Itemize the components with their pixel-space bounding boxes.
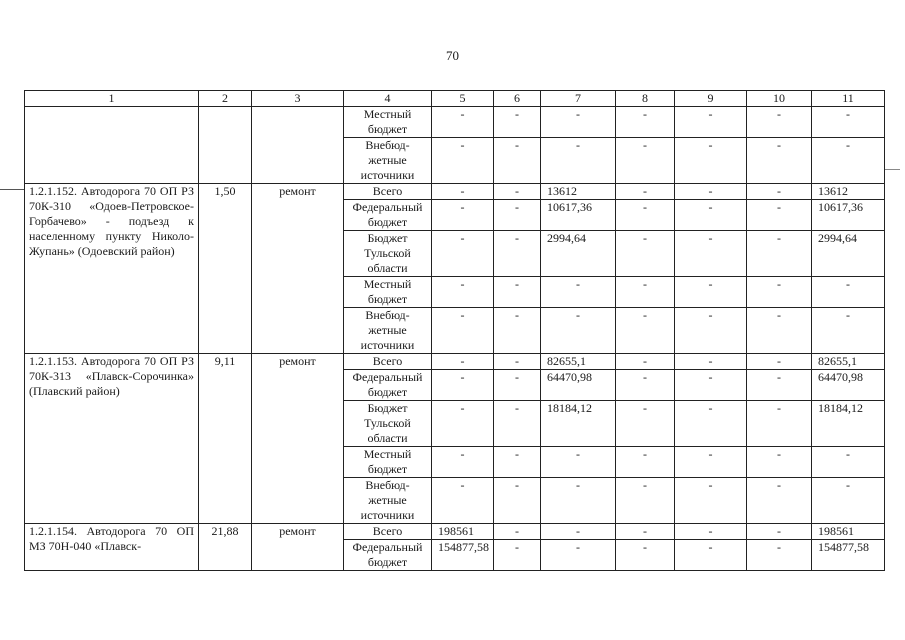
funding-source-cell: Внебюд-жетные источники [344, 478, 432, 524]
value-cell-c5: - [432, 200, 494, 231]
header-cell: 6 [494, 91, 541, 107]
value-cell-c10: - [747, 107, 812, 138]
table-row [25, 184, 885, 200]
road-name-cell: 1.2.1.152. Автодорога 70 ОП РЗ 70К-310 «Одоев-Петровское-Горбачево» - подъезд к населенному пункту Николо-Жупань» (Одоевский район) [25, 184, 199, 354]
value-cell-c6: - [494, 184, 541, 200]
header-cell: 7 [541, 91, 616, 107]
value-cell-c10: - [747, 524, 812, 540]
value-cell-c8: - [616, 524, 675, 540]
value-cell-c10: - [747, 401, 812, 447]
value-cell-c11: 198561 [812, 524, 885, 540]
header-cell: 2 [199, 91, 252, 107]
value-cell-c6: - [494, 447, 541, 478]
funding-source-cell: Местный бюджет [344, 447, 432, 478]
value-cell-c6: - [494, 540, 541, 571]
road-length-cell: 21,88 [199, 524, 252, 571]
value-cell-c9: - [675, 308, 747, 354]
road-name-cell [25, 107, 199, 184]
value-cell-c7: - [541, 524, 616, 540]
table-row [25, 524, 885, 540]
value-cell-c11: - [812, 478, 885, 524]
margin-tick-mark-right [884, 169, 900, 170]
value-cell-c5: - [432, 478, 494, 524]
work-type-cell: ремонт [252, 524, 344, 571]
value-cell-c11: 18184,12 [812, 401, 885, 447]
funding-source-cell: Местный бюджет [344, 277, 432, 308]
value-cell-c6: - [494, 308, 541, 354]
table-row [25, 354, 885, 370]
value-cell-c5: - [432, 231, 494, 277]
value-cell-c5: 198561 [432, 524, 494, 540]
value-cell-c7: - [541, 277, 616, 308]
value-cell-c11: - [812, 277, 885, 308]
value-cell-c9: - [675, 231, 747, 277]
value-cell-c10: - [747, 447, 812, 478]
value-cell-c9: - [675, 524, 747, 540]
value-cell-c6: - [494, 200, 541, 231]
value-cell-c7: - [541, 138, 616, 184]
funding-source-cell: Внебюд-жетные источники [344, 308, 432, 354]
funding-source-cell: Бюджет Тульской области [344, 401, 432, 447]
value-cell-c11: 2994,64 [812, 231, 885, 277]
value-cell-c9: - [675, 540, 747, 571]
value-cell-c8: - [616, 540, 675, 571]
funding-source-cell: Всего [344, 354, 432, 370]
value-cell-c8: - [616, 370, 675, 401]
value-cell-c6: - [494, 524, 541, 540]
value-cell-c6: - [494, 478, 541, 524]
value-cell-c8: - [616, 447, 675, 478]
header-cell: 9 [675, 91, 747, 107]
value-cell-c10: - [747, 354, 812, 370]
value-cell-c7: 13612 [541, 184, 616, 200]
page-number: 70 [446, 48, 459, 63]
header-cell: 4 [344, 91, 432, 107]
value-cell-c11: - [812, 107, 885, 138]
funding-source-cell: Федеральный бюджет [344, 540, 432, 571]
value-cell-c9: - [675, 107, 747, 138]
value-cell-c6: - [494, 370, 541, 401]
value-cell-c9: - [675, 200, 747, 231]
work-type-cell: ремонт [252, 184, 344, 354]
value-cell-c8: - [616, 200, 675, 231]
header-cell: 11 [812, 91, 885, 107]
value-cell-c7: 64470,98 [541, 370, 616, 401]
value-cell-c9: - [675, 370, 747, 401]
value-cell-c6: - [494, 277, 541, 308]
work-type-cell [252, 107, 344, 184]
value-cell-c10: - [747, 231, 812, 277]
value-cell-c8: - [616, 354, 675, 370]
funding-source-cell: Федеральный бюджет [344, 200, 432, 231]
margin-tick-mark [0, 189, 24, 190]
value-cell-c5: - [432, 138, 494, 184]
value-cell-c9: - [675, 184, 747, 200]
value-cell-c8: - [616, 277, 675, 308]
value-cell-c8: - [616, 231, 675, 277]
value-cell-c7: - [541, 447, 616, 478]
value-cell-c7: 10617,36 [541, 200, 616, 231]
value-cell-c8: - [616, 184, 675, 200]
value-cell-c6: - [494, 231, 541, 277]
value-cell-c10: - [747, 277, 812, 308]
header-cell: 5 [432, 91, 494, 107]
value-cell-c10: - [747, 200, 812, 231]
value-cell-c7: 18184,12 [541, 401, 616, 447]
value-cell-c9: - [675, 401, 747, 447]
table-header-row [25, 91, 885, 107]
value-cell-c8: - [616, 308, 675, 354]
road-length-cell: 9,11 [199, 354, 252, 524]
funding-source-cell: Федеральный бюджет [344, 370, 432, 401]
value-cell-c5: - [432, 184, 494, 200]
value-cell-c10: - [747, 370, 812, 401]
value-cell-c11: 64470,98 [812, 370, 885, 401]
funding-source-cell: Местный бюджет [344, 107, 432, 138]
value-cell-c6: - [494, 138, 541, 184]
value-cell-c10: - [747, 540, 812, 571]
value-cell-c7: - [541, 540, 616, 571]
value-cell-c11: - [812, 447, 885, 478]
funding-source-cell: Всего [344, 524, 432, 540]
value-cell-c8: - [616, 401, 675, 447]
value-cell-c10: - [747, 138, 812, 184]
value-cell-c10: - [747, 184, 812, 200]
value-cell-c5: - [432, 447, 494, 478]
value-cell-c11: 10617,36 [812, 200, 885, 231]
value-cell-c5: - [432, 354, 494, 370]
value-cell-c7: 82655,1 [541, 354, 616, 370]
value-cell-c5: - [432, 308, 494, 354]
value-cell-c7: 2994,64 [541, 231, 616, 277]
value-cell-c10: - [747, 308, 812, 354]
header-cell: 1 [25, 91, 199, 107]
road-name-cell: 1.2.1.154. Автодорога 70 ОП МЗ 70Н-040 «Плавск- [25, 524, 199, 571]
value-cell-c11: - [812, 308, 885, 354]
value-cell-c8: - [616, 478, 675, 524]
value-cell-c6: - [494, 354, 541, 370]
value-cell-c11: 154877,58 [812, 540, 885, 571]
value-cell-c10: - [747, 478, 812, 524]
road-length-cell: 1,50 [199, 184, 252, 354]
value-cell-c9: - [675, 354, 747, 370]
budget-table [24, 90, 885, 571]
value-cell-c5: - [432, 401, 494, 447]
road-name-cell: 1.2.1.153. Автодорога 70 ОП РЗ 70К-313 «Плавск-Сорочинка» (Плавский район) [25, 354, 199, 524]
funding-source-cell: Внебюд-жетные источники [344, 138, 432, 184]
header-cell: 8 [616, 91, 675, 107]
value-cell-c6: - [494, 401, 541, 447]
value-cell-c5: - [432, 277, 494, 308]
value-cell-c8: - [616, 138, 675, 184]
value-cell-c9: - [675, 138, 747, 184]
funding-source-cell: Всего [344, 184, 432, 200]
header-cell: 3 [252, 91, 344, 107]
value-cell-c9: - [675, 478, 747, 524]
value-cell-c9: - [675, 447, 747, 478]
value-cell-c7: - [541, 478, 616, 524]
road-length-cell [199, 107, 252, 184]
value-cell-c5: - [432, 107, 494, 138]
value-cell-c11: - [812, 138, 885, 184]
value-cell-c11: 82655,1 [812, 354, 885, 370]
value-cell-c9: - [675, 277, 747, 308]
value-cell-c5: 154877,58 [432, 540, 494, 571]
value-cell-c6: - [494, 107, 541, 138]
funding-source-cell: Бюджет Тульской области [344, 231, 432, 277]
header-cell: 10 [747, 91, 812, 107]
value-cell-c8: - [616, 107, 675, 138]
value-cell-c5: - [432, 370, 494, 401]
value-cell-c7: - [541, 107, 616, 138]
value-cell-c7: - [541, 308, 616, 354]
table-row [25, 107, 885, 138]
work-type-cell: ремонт [252, 354, 344, 524]
value-cell-c11: 13612 [812, 184, 885, 200]
